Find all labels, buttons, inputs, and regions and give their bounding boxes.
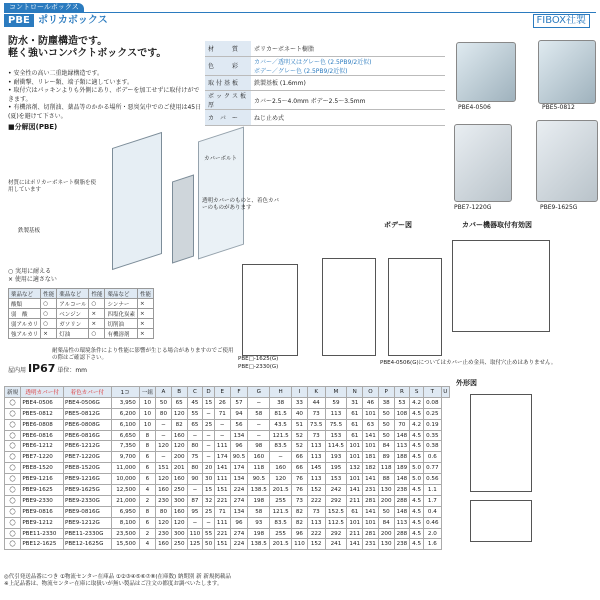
table-row: ◯ PBE4-0506 PBE4-0506G 3,950 10 50 65 45 15 26 57 − 38 33 44 59 31 46 38 53 4.2 0.08 [5,397,450,408]
spec-key: 材 質 [205,41,251,56]
spec-value: ポリカーボネート樹脂 [251,41,445,56]
legend [8,268,57,284]
category-tab: コントロールボックス [4,3,84,12]
photo-label: PBE4-0506 [458,104,491,111]
spec-value: 鉄製基板 (1.6mm) [251,75,445,91]
spec-key: カ バ ー [205,110,251,126]
legend-item: × 使用に適さない [8,276,57,283]
table-row: ◯ PBE12-1625 PBE12-1625G 15,500 4 160 250 125 50 151 224 138.5 201.5 110 152 241 141 231 130 238 4.5 1.6 [5,539,450,550]
exploded-diagram [8,128,280,268]
drawing-outline [388,258,442,356]
table-row: ◯ PBE6-0816 PBE6-0816G 6,650 8 − 160 − − − 134 − 121.5 52 73 153 61 141 50 148 4.5 0.35 [5,430,450,441]
product-photo [454,124,512,202]
product-photo [456,42,516,102]
drawing-note: PBE□-2330(G) [238,364,279,370]
lead-line: 防水・防塵構造です。 [8,36,108,47]
chem-row: 弱アルカリ ○ ガソリン × 切削油 × [9,319,154,329]
table-row: ◯ PBE9-2330 PBE9-2330G 21,000 2 230 300 87 32 221 274 198 255 73 222 292 211 281 200 288 4.5 1.7 [5,495,450,506]
body-figure-title: ボデー図 [384,221,412,229]
product-name: ポリカボックス [38,15,108,26]
spec-row [205,110,445,126]
spec-row [205,41,445,56]
label-material: 材質にはポリカーボネート樹脂を使用しています [8,180,96,193]
table-row: ◯ PBE7-1220 PBE7-1220G 9,700 6 − 200 75 − 174 90.5 160 − 66 113 193 101 181 89 188 4.5 0.6 [5,452,450,463]
photo-label: PBE9-1625G [540,204,578,211]
product-photo [538,40,596,104]
product-code: PBE [4,14,34,27]
spec-row [205,91,445,110]
lead-text [8,36,166,60]
box-body-drawing [112,132,162,270]
label-plate: 鉄製基板 [18,228,41,234]
table-row: ◯ PBE5-0812 PBE5-0812G 6,200 10 80 120 55 − 71 94 58 81.5 40 73 113 61 101 50 108 4.5 0.25 [5,408,450,419]
exploded-title: ■分解図(PBE) [8,123,58,131]
drawing-outline [322,258,376,356]
bullet-item: • 安全性の高い二重絶縁構造です。 [8,70,103,77]
feature-bullets [8,70,203,122]
footnotes: ◎代引発送品番につき ①物流センター在庫品 ①②③④⑤⑥⑦⑧(在庫数) 納期別 新 新規掲載品 ※上記品番は、物流センター在庫に取扱いが無い製品はご注文の都度お調べいたします。 [4,574,231,587]
spec-value: カバー2.5〜4.0mm ボデー2.5〜3.5mm [251,91,445,110]
drawing-note-2: PBE4-0506(G)についてはカバー止め金具、取付穴止めはありません。 [380,360,557,366]
chem-row: 強アルカリ × 灯油 ○ 有機溶剤 × [9,329,154,339]
spec-key: 取付基板 [205,75,251,91]
table-row: ◯ PBE8-1520 PBE8-1520G 11,000 6 151 201 80 20 141 174 118 160 66 145 195 132 182 118 189 5.0 0.77 [5,463,450,474]
label-cover-bolt: カバーボルト [204,156,238,162]
legend-item: ○ 実用に耐える [8,268,52,275]
outline-drawing [470,500,532,542]
dimension-drawing [238,240,448,372]
chem-head-row: 薬品など 性能 薬品など 性能 薬品など 性能 [9,289,154,299]
chemical-note: 耐薬品性の環境条件により性能に影響が生じる場合がありますのでご使用の際はご確認下さい。 [52,348,234,361]
bullet-item: • 有機溶剤、切削油、薬品等のかかる場所・悪臭気中でのご使用は45日(夏)を避けて下さい。 [8,104,202,120]
table-row: ◯ PBE9-1216 PBE9-1216G 10,000 6 120 160 90 30 111 134 90.5 120 76 113 153 101 141 88 148 5.0 0.56 [5,474,450,485]
table-header-row: 新規 透明カバー付 着色カバー付 1コ 一組 A B C D E F G H I K M N O P R S T U [5,387,450,398]
cover-mount-drawing [452,240,550,332]
label-cover-types: 透明カバーのものと、着色カバーのものがあります [202,198,280,211]
chem-row: 弱 酸 ○ ベンジン × 四塩化炭素 × [9,309,154,319]
brand-badge: FIBOX社製 [533,14,590,28]
spec-row [205,56,445,75]
spec-table [205,41,445,126]
photo-label: PBE5-0812 [542,104,575,111]
product-photos [452,34,598,220]
product-table [4,386,450,550]
spec-key: ボックス板厚 [205,91,251,110]
chemical-table [8,288,154,339]
product-photo [536,120,598,202]
table-row: ◯ PBE11-2330 PBE11-2330G 23,500 2 230 300 110 55 221 274 198 255 96 222 292 211 281 200 288 4.5 2.0 [5,528,450,539]
steel-plate-drawing [172,174,194,263]
table-row: ◯ PBE6-0808 PBE6-0808G 6,100 10 − 82 65 25 − 56 − 43.5 51 73.5 75.5 61 63 50 70 4.2 0.19 [5,419,450,430]
outline-title: 外形図 [456,379,477,387]
bullet-item: • 耐衝撃、リレー類、端子類に適しています。 [8,78,133,86]
spec-row [205,75,445,91]
table-row: ◯ PBE9-0816 PBE9-0816G 6,950 8 80 160 95 25 71 134 58 121.5 82 73 152.5 61 141 50 148 4.5 0.4 [5,506,450,517]
chem-row: 酸類 ○ アルコール ○ シンナー × [9,299,154,309]
photo-label: PBE7-1220G [454,204,492,211]
lead-line: 軽く強いコンパクトボックスです。 [8,48,167,59]
ip-rating: 屋内用 IP67 単位：mm [8,362,88,375]
drawing-note: PBE□-1625(G) [238,356,279,362]
title-bar [4,14,596,28]
table-row: ◯ PBE9-1212 PBE9-1212G 8,100 6 120 120 − − 111 96 93 83.5 82 113 112.5 101 101 84 113 4.5 0.46 [5,517,450,528]
bullet-item: • 取付穴はパッキンよりも外側にあり、ボデーを加工せずに取付けができます。 [8,87,200,103]
outline-drawing [470,394,532,492]
table-row: ◯ PBE9-1625 PBE9-1625G 12,500 4 160 250 − 15 151 224 138.5 201.5 76 152 242 141 231 130 238 4.5 1.1 [5,485,450,496]
spec-value: カバー／透明又はグレー色 (2.5PB9/2近似) ボデー／グレー色 (2.5PB9/2近似) [251,56,445,75]
cover-figure-title: カバー機器取付有効図 [462,221,532,229]
spec-key: 色 彩 [205,56,251,75]
drawing-outline [242,264,298,356]
table-row: ◯ PBE6-1212 PBE6-1212G 7,350 8 120 120 80 − 111 96 98 83.5 52 113 114.5 101 101 84 113 4.5 0.38 [5,441,450,452]
spec-value: ねじ止め式 [251,110,445,126]
top-rule [4,3,596,13]
